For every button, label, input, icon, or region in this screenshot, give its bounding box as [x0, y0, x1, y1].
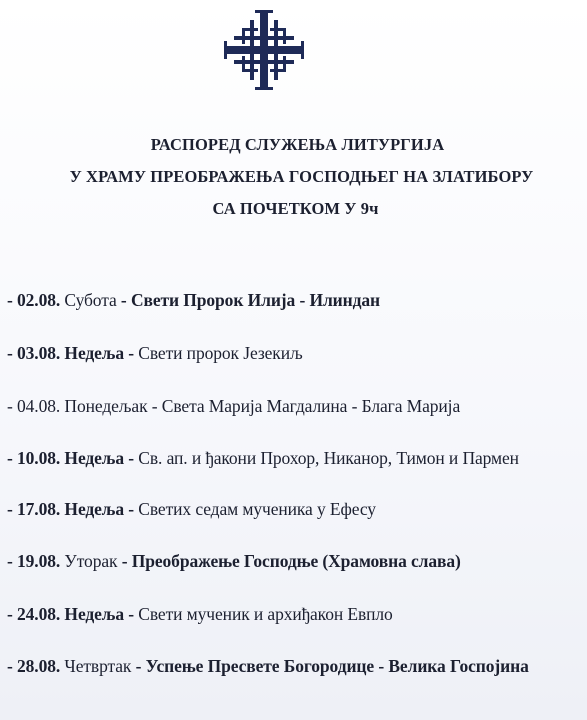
item-description: Света Марија Магдалина - Блага Марија: [161, 396, 461, 416]
item-separator: -: [151, 396, 162, 416]
item-day: Недеља: [60, 448, 129, 468]
schedule-item: [7, 343, 303, 364]
item-date: - 04.08.: [7, 396, 61, 416]
item-separator: -: [128, 604, 139, 624]
item-date: - 03.08.: [7, 343, 61, 363]
item-description: Преображење Господње (Храмовна слава): [131, 551, 461, 571]
item-separator: -: [135, 656, 146, 676]
item-separator: -: [128, 499, 139, 519]
title-line-3: СА ПОЧЕТКОМ У 9ч: [212, 199, 379, 218]
item-day: Недеља: [60, 343, 129, 363]
item-date: - 19.08.: [7, 551, 61, 571]
schedule-item: [7, 499, 376, 520]
schedule-item: [7, 448, 519, 469]
item-description: Светих седам мученика у Ефесу: [138, 499, 376, 519]
item-day: Уторак: [60, 551, 122, 571]
schedule-item: [7, 396, 460, 417]
item-date: - 28.08.: [7, 656, 61, 676]
item-date: - 10.08.: [7, 448, 61, 468]
schedule-item: [7, 551, 461, 572]
item-date: - 02.08.: [7, 290, 61, 310]
item-day: Субота: [60, 290, 121, 310]
item-day: Недеља: [60, 604, 129, 624]
item-separator: -: [128, 343, 139, 363]
item-separator: -: [121, 551, 132, 571]
item-day: Недеља: [60, 499, 129, 519]
item-description: Свети мученик и архиђакон Евпло: [138, 604, 393, 624]
schedule-item: [7, 604, 393, 625]
item-separator: -: [128, 448, 139, 468]
orthodox-cross-emblem-icon: [222, 8, 306, 92]
item-description: Свети Пророк Илија - Илиндан: [130, 290, 381, 310]
item-date: - 17.08.: [7, 499, 61, 519]
item-separator: -: [120, 290, 131, 310]
schedule-item: [7, 656, 529, 677]
item-date: - 24.08.: [7, 604, 61, 624]
item-day: Четвртак: [60, 656, 136, 676]
schedule-item: [7, 290, 380, 311]
title-line-2: У ХРАМУ ПРЕОБРАЖЕЊА ГОСПОДЊЕГ НА ЗЛАТИБОРУ: [69, 167, 534, 186]
item-description: Св. ап. и ђакони Прохор, Никанор, Тимон и Пармен: [138, 448, 519, 468]
title-line-1: РАСПОРЕД СЛУЖЕЊА ЛИТУРГИЈА: [150, 135, 445, 154]
item-description: Успење Пресвете Богородице - Велика Госпојина: [145, 656, 529, 676]
item-description: Свети пророк Језекиљ: [138, 343, 303, 363]
item-day: Понедељак: [60, 396, 152, 416]
